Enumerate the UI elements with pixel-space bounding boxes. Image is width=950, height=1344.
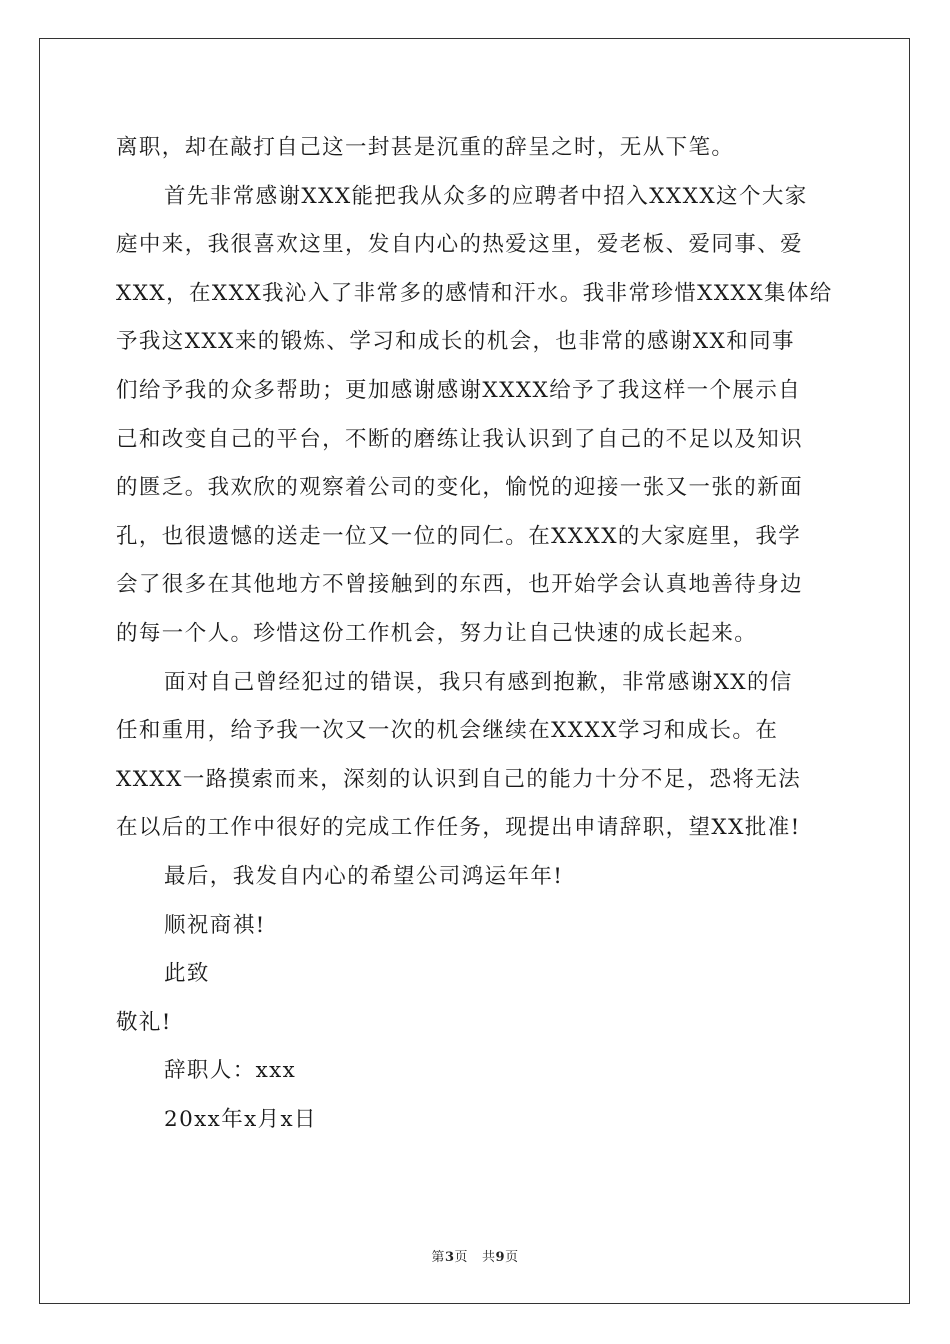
current-page-number: 3 <box>444 1250 455 1265</box>
letter-line: 首先非常感谢XXX能把我从众多的应聘者中招入XXXX这个大家 <box>164 183 808 209</box>
letter-line: 的匮乏。我欢欣的观察着公司的变化，愉悦的迎接一张又一张的新面 <box>116 475 804 501</box>
letter-line: 任和重用，给予我一次又一次的机会继续在XXXX学习和成长。在 <box>116 718 779 744</box>
letter-line: 孔，也很遗憾的送走一位又一位的同仁。在XXXX的大家庭里，我学 <box>116 523 802 549</box>
letter-line: 离职，却在敲打自己这一封甚是沉重的辞呈之时，无从下笔。 <box>116 135 735 160</box>
letter-body <box>116 124 836 1144</box>
salutation-end: 敬礼! <box>116 1009 172 1035</box>
total-suffix: 页 <box>505 1250 519 1265</box>
letter-line: 予我这XXX来的锻炼、学习和成长的机会，也非常的感谢XX和同事 <box>116 329 795 355</box>
letter-line: 们给予我的众多帮助；更加感谢感谢XXXX给予了我这样一个展示自 <box>116 377 802 403</box>
total-pages-number: 9 <box>495 1250 506 1265</box>
letter-line: XXX，在XXX我沁入了非常多的感情和汗水。我非常珍惜XXXX集体给 <box>116 280 833 306</box>
letter-line: 会了很多在其他地方不曾接触到的东西，也开始学会认真地善待身边 <box>116 572 804 598</box>
closing-greeting: 顺祝商祺! <box>164 912 266 938</box>
page-suffix: 页 <box>454 1250 468 1265</box>
page-prefix: 第 <box>431 1250 445 1265</box>
letter-line: 己和改变自己的平台，不断的磨练让我认识到了自己的不足以及知识 <box>116 426 804 452</box>
letter-line: 庭中来，我很喜欢这里，发自内心的热爱这里，爱老板、爱同事、爱 <box>116 232 804 258</box>
total-prefix: 共 <box>482 1250 496 1265</box>
date: 20xx年x月x日 <box>164 1106 317 1132</box>
letter-line: XXXX一路摸索而来，深刻的认识到自己的能力十分不足，恐将无法 <box>116 766 802 792</box>
letter-line: 的每一个人。珍惜这份工作机会，努力让自己快速的成长起来。 <box>116 620 758 646</box>
signature: 辞职人：xxx <box>164 1058 297 1084</box>
letter-line: 在以后的工作中很好的完成工作任务，现提出申请辞职，望XX批准! <box>116 815 801 841</box>
closing-wish: 最后，我发自内心的希望公司鸿运年年! <box>164 863 564 889</box>
letter-line: 面对自己曾经犯过的错误，我只有感到抱歉，非常感谢XX的信 <box>164 669 793 695</box>
salutation-start: 此致 <box>164 961 210 987</box>
page-footer <box>0 1246 950 1265</box>
